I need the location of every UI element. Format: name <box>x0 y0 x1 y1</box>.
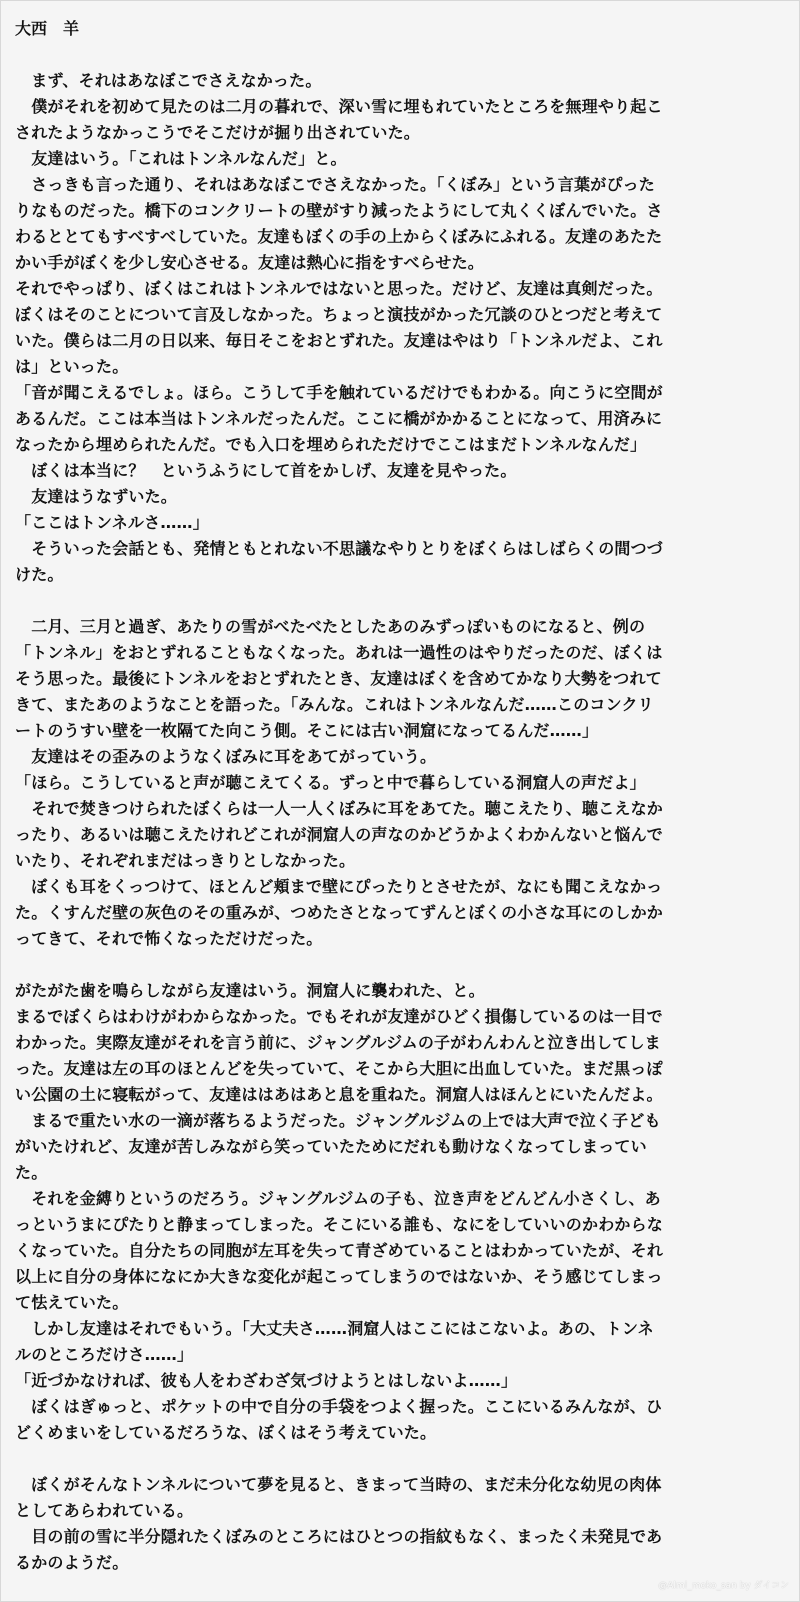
credit-watermark: @Alml_moko_san by ダイコン <box>658 1581 789 1591</box>
document-body <box>15 16 793 1576</box>
text-line: りなものだった。橋下のコンクリートの壁がすり減ったようにして丸くくぼんでいた。さ <box>15 201 663 220</box>
text-line: まるでぼくらはわけがわからなかった。でもそれが友達がひどく損傷しているのは一目で <box>15 1007 663 1026</box>
text-line: 「ほら。こうしていると声が聴こえてくる。ずっと中で暮らしている洞窟人の声だよ」 <box>15 773 646 792</box>
paragraph-gap <box>15 42 793 68</box>
author-title: 大西 羊 <box>15 19 80 38</box>
text-line: ルのところだけさ……」 <box>15 1345 194 1364</box>
text-line: ってきて、それで怖くなっただけだった。 <box>15 929 323 948</box>
text-line: まず、それはあなぼこでさえなかった。 <box>15 71 322 90</box>
text-line: それで焚きつけられたぼくらは一人一人くぼみに耳をあてた。聴こえたり、聴こえなか <box>15 799 664 818</box>
text-line: ぼくがそんなトンネルについて夢を見ると、きまって当時の、まだ未分化な幼児の肉体 <box>15 1475 662 1494</box>
text-line: としてあらわれている。 <box>15 1501 194 1520</box>
text-line: そういった会話とも、発情ともとれない不思議なやりとりをぼくらはしばらくの間つづ <box>15 539 664 558</box>
text-line: けた。 <box>15 565 64 584</box>
text-line: ぼくも耳をくっつけて、ほとんど頬まで壁にぴったりとさせたが、なにも聞こえなかっ <box>15 877 663 896</box>
text-line: わかった。実際友達がそれを言う前に、ジャングルジムの子がわんわんと泣き出してしま <box>15 1033 661 1052</box>
text-line: どくめまいをしているだろうな、ぼくはそう考えていた。 <box>15 1423 437 1442</box>
text-line: それを金縛りというのだろう。ジャングルジムの子も、泣き声をどんどん小さくし、あ <box>15 1189 661 1208</box>
text-line: た。くすんだ壁の灰色のその重みが、つめたさとなってずんとぼくの小さな耳にのしかか <box>15 903 664 922</box>
text-line: 目の前の雪に半分隠れたくぼみのところにはひとつの指紋もなく、まったく未発見であ <box>15 1527 663 1546</box>
text-line: しかし友達はそれでもいう。「大丈夫さ……洞窟人はここにはこないよ。あの、トンネ <box>15 1319 654 1338</box>
text-line: 「音が聞こえるでしょ。ほら。こうして手を触れているだけでもわかる。向こうに空間が <box>15 383 663 402</box>
text-line: あるんだ。ここは本当はトンネルだったんだ。ここに橋がかかることになって、用済みに <box>15 409 663 428</box>
text-line: 友達はいう。「これはトンネルなんだ」と。 <box>15 149 347 168</box>
text-line: た。 <box>15 1163 48 1182</box>
text-line: は」といった。 <box>15 357 129 376</box>
text-line: わるととてもすべすべしていた。友達もぼくの手の上からくぼみにふれる。友達のあたた <box>15 227 663 246</box>
text-line: るかのようだ。 <box>15 1553 129 1572</box>
text-line: それでやっぱり、ぼくはこれはトンネルではないと思った。だけど、友達は真剣だった。 <box>15 279 663 298</box>
text-lines <box>15 42 793 1576</box>
text-line: がたがた歯を鳴らしながら友達はいう。洞窟人に襲われた、と。 <box>15 981 485 1000</box>
text-line: さっきも言った通り、それはあなぼこでさえなかった。「くぼみ」という言葉がぴった <box>15 175 656 194</box>
text-line: いた。僕らは二月の日以来、毎日そこをおとずれた。友達はやはり「トンネルだよ、これ <box>15 331 663 350</box>
text-line: 「ここはトンネルさ……」 <box>15 513 209 532</box>
paragraph-gap <box>15 1446 793 1472</box>
text-line: そう思った。最後にトンネルをおとずれたとき、友達はぼくを含めてかなり大勢をつれて <box>15 669 662 688</box>
text-line: まるで重たい水の一滴が落ちるようだった。ジャングルジムの上では大声で泣く子ども <box>15 1111 661 1130</box>
text-line: っというまにぴたりと静まってしまった。そこにいる誰も、なにをしていいのかわからな <box>15 1215 664 1234</box>
text-line: ぼくはぎゅっと、ポケットの中で自分の手袋をつよく握った。ここにいるみんなが、ひ <box>15 1397 663 1416</box>
text-line: されたようなかっこうでそこだけが掘り出されていた。 <box>15 123 421 142</box>
text-line: きて、またあのようなことを語った。「みんな。これはトンネルなんだ……このコンクリ <box>15 695 654 714</box>
text-line: くなっていた。自分たちの同胞が左耳を失って青ざめていることはわかっていたが、それ <box>15 1241 664 1260</box>
text-line: 友達はその歪みのようなくぼみに耳をあてがっていう。 <box>15 747 437 766</box>
text-line: ぼくは本当に？ というふうにして首をかしげ、友達を見やった。 <box>15 461 517 480</box>
text-line: 二月、三月と過ぎ、あたりの雪がべたべたとしたあのみずっぽいものになると、例の <box>15 617 646 636</box>
text-line: った。友達は左の耳のほとんどを失っていて、そこから大胆に出血していた。まだ黒っぽ <box>15 1059 663 1078</box>
text-line: 「近づかなければ、彼も人をわざわざ気づけようとはしないよ……」 <box>15 1371 518 1390</box>
text-line: ートのうすい壁を一枚隔てた向こう側。そこには古い洞窟になってるんだ……」 <box>15 721 599 740</box>
paragraph-gap <box>15 952 793 978</box>
text-line: いたり、それぞれまだはっきりとしなかった。 <box>15 851 356 870</box>
text-line: かい手がぼくを少し安心させる。友達は熱心に指をすべらせた。 <box>15 253 485 272</box>
text-line: ったり、あるいは聴こえたけれどこれが洞窟人の声なのかどうかよくわかんないと悩んで <box>15 825 664 844</box>
text-line: がいたけれど、友達が苦しみながら笑っていたためにだれも動けなくなってしまってい <box>15 1137 647 1156</box>
text-line: 「トンネル」をおとずれることもなくなった。あれは一過性のはやりだったのだ、ぼくは <box>15 643 663 662</box>
text-line: い公園の土に寝転がって、友達ははあはあと息を重ねた。洞窟人はほんとにいたんだよ。 <box>15 1085 663 1104</box>
text-line: ぼくはそのことについて言及しなかった。ちょっと演技がかった冗談のひとつだと考えて <box>15 305 663 324</box>
text-line: 以上に自分の身体になにか大きな変化が起こってしまうのではないか、そう感じてしまっ <box>15 1267 663 1286</box>
paragraph-gap <box>15 588 793 614</box>
text-line: 友達はうなずいた。 <box>15 487 178 506</box>
text-line: 僕がそれを初めて見たのは二月の暮れで、深い雪に埋もれていたところを無理やり起こ <box>15 97 663 116</box>
text-line: なったから埋められたんだ。でも入口を埋められただけでここはまだトンネルなんだ」 <box>15 435 647 454</box>
text-line: て怯えていた。 <box>15 1293 129 1312</box>
